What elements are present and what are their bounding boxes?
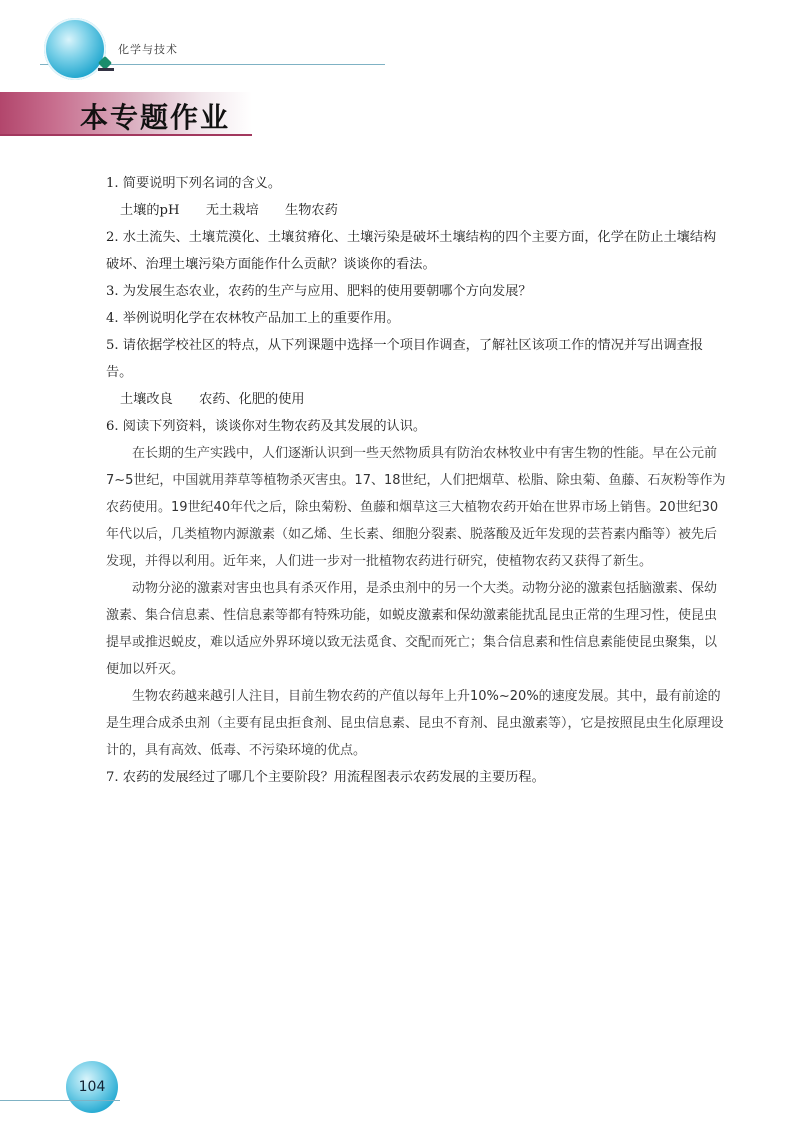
exercise-content: [106, 170, 728, 791]
logo-circle-icon: [44, 18, 106, 80]
logo-base-icon: [98, 68, 114, 71]
bottom-rule: [0, 1100, 120, 1101]
question-7: 7. 农药的发展经过了哪几个主要阶段？用流程图表示农药发展的主要历程。: [106, 770, 545, 785]
question-3: 3. 为发展生态农业，农药的生产与应用、肥料的使用要朝哪个方向发展？: [106, 284, 532, 299]
page-number: 104: [78, 1079, 106, 1095]
question-5-topics: 土壤改良 农药、化肥的使用: [120, 392, 305, 407]
reading-paragraph-1: 在长期的生产实践中，人们逐渐认识到一些天然物质具有防治农林牧业中有害生物的性能。早在公元前7~5世纪，中国就用莽草等植物杀灭害虫。17、18世纪，人们把烟草、松脂、除虫菊、鱼藤、石灰粉等作为农药使用。19世纪40年代之后，除虫菊粉、鱼藤和烟草这三大植物农药开始在世界市场上销售。20世纪30年代以后，几类植物内源激素（如乙烯、生长素、细胞分裂素、脱落酸及近年发现的芸苔素内酯等）被先后发现，并得以利用。近年来，人们进一步对一批植物农药进行研究，使植物农药又获得了新生。: [106, 446, 726, 569]
question-1: 1. 简要说明下列名词的含义。: [106, 176, 282, 191]
question-5: 5. 请依据学校社区的特点，从下列课题中选择一个项目作调查，了解社区该项工作的情况并写出调查报告。: [106, 338, 704, 380]
page-number-badge: [66, 1061, 118, 1113]
question-6: 6. 阅读下列资料，谈谈你对生物农药及其发展的认识。: [106, 419, 427, 434]
header-label: 化学与技术: [118, 43, 178, 56]
reading-paragraph-3: 生物农药越来越引人注目，目前生物农药的产值以每年上升10%~20%的速度发展。其中，最有前途的是生理合成杀虫剂（主要有昆虫拒食剂、昆虫信息素、昆虫不育剂、昆虫激素等），它是按照昆虫生化原理设计的，具有高效、低毒、不污染环境的优点。: [106, 689, 724, 758]
reading-paragraph-2: 动物分泌的激素对害虫也具有杀灭作用，是杀虫剂中的另一个大类。动物分泌的激素包括脑激素、保幼激素、集合信息素、性信息素等都有特殊功能，如蜕皮激素和保幼激素能扰乱昆虫正常的生理习性，使昆虫提早或推迟蜕皮，难以适应外界环境以致无法觅食、交配而死亡；集合信息素和性信息素能使昆虫聚集，以便加以歼灭。: [106, 581, 718, 677]
question-1-terms: 土壤的pH 无土栽培 生物农药: [120, 203, 338, 218]
question-2: 2. 水土流失、土壤荒漠化、土壤贫瘠化、土壤污染是破坏土壤结构的四个主要方面，化学在防止土壤结构破坏、治理土壤污染方面能作什么贡献？谈谈你的看法。: [106, 230, 717, 272]
section-title: 本专题作业: [80, 101, 231, 134]
question-4: 4. 举例说明化学在农林牧产品加工上的重要作用。: [106, 311, 400, 326]
banner-underline: [0, 134, 252, 136]
